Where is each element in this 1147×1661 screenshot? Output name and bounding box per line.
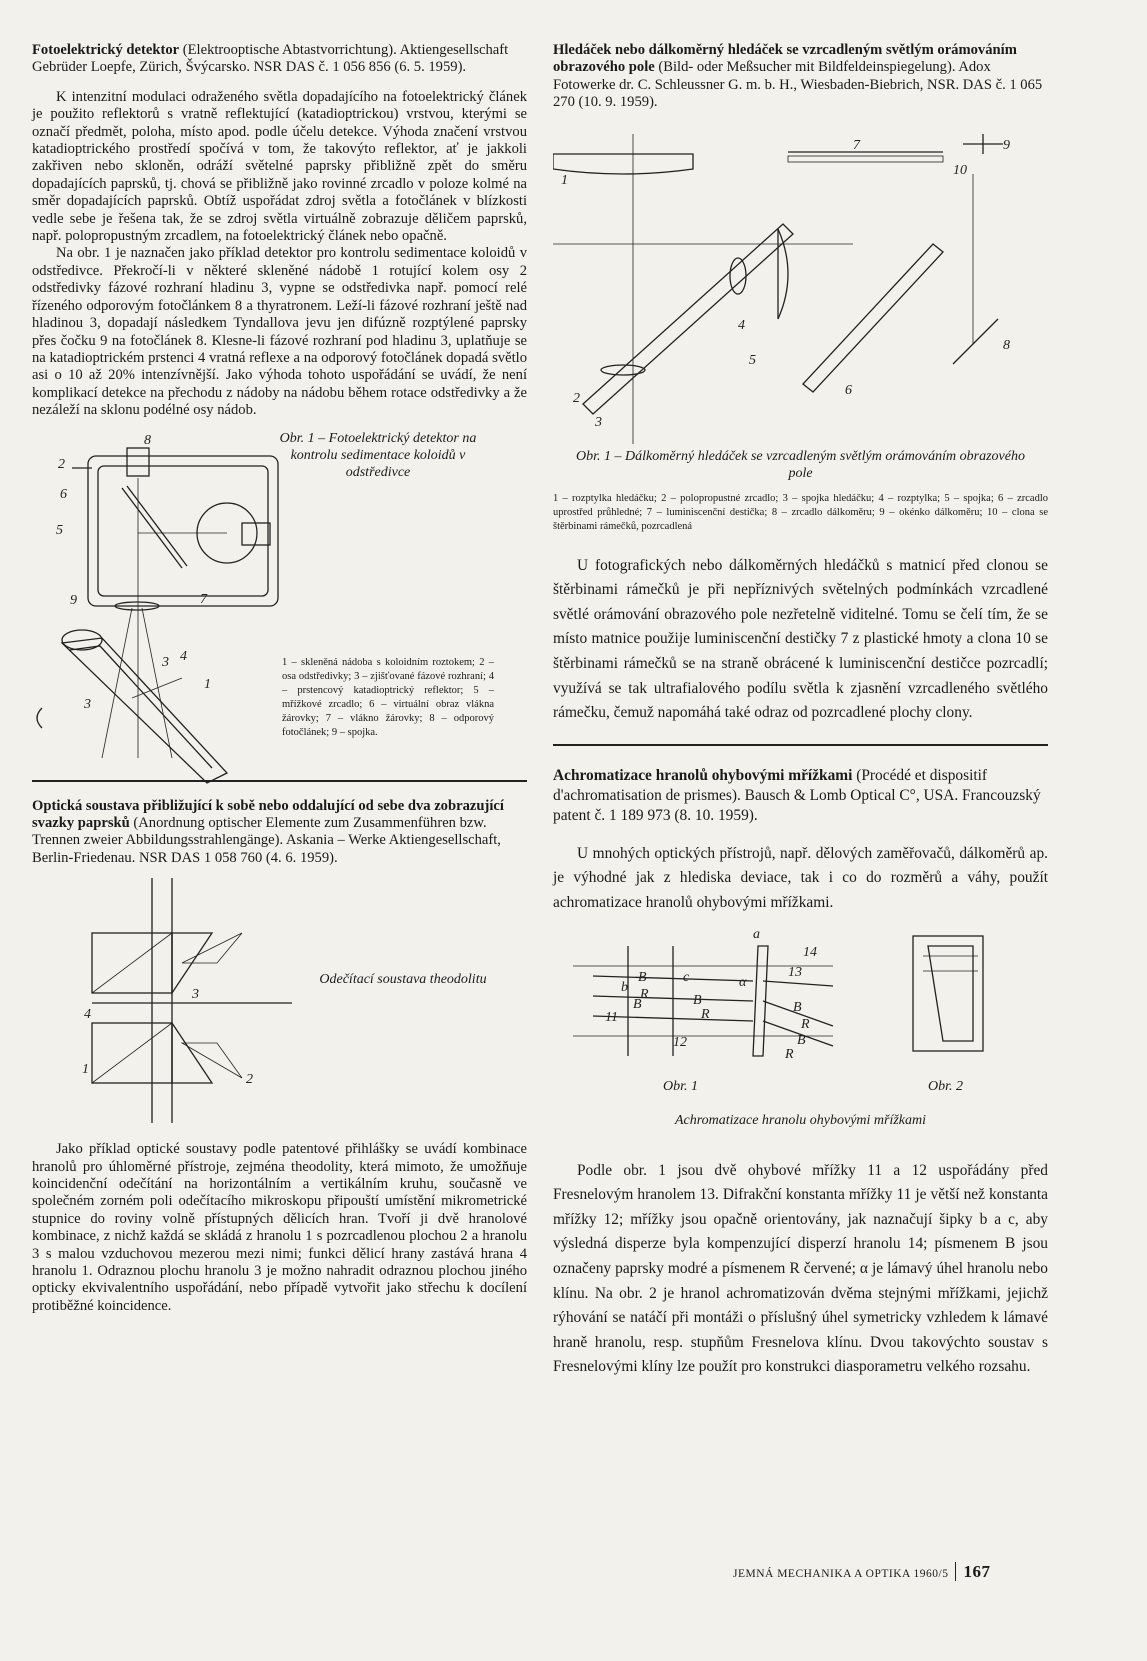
- article-1-paragraph-1: K intenzitní modulaci odraženého světla dopadajícího na fotoelektrický článek je použito reflektorů s vratně reflektující (katadioptrickou) vrstvou, kterými se označí předmět, poloha, místo apod. podle účelu detekce. Výhoda značení vrstvou katadioptrického prostředí spočívá v tom, že takovýto reflektor, ať je jakkoli zakřiven nebo skloněn, odráží světelné paprsky přibližně zpět do směru dopadajících paprsků, tj. chová se přibližně jako rovinné zrcadlo v poloze kolmé na směr dopadajících paprsků. Obtíž uspořádat zdroj světla a fotočlánek v blízkosti vedle sebe je řešena tak, že se zdroj světla virtuálně zobrazuje děličem paprsků, např. polopropustným zrcadlem, na fotoelektrický článek nebo opačně.: [32, 88, 527, 245]
- svg-text:6: 6: [60, 486, 67, 502]
- article-2-title: Optická soustava přibližující k sobě nebo oddalující od sebe dva zobrazující svazky paprsků: [32, 797, 504, 831]
- svg-text:R: R: [640, 986, 649, 1002]
- svg-text:10: 10: [953, 162, 967, 178]
- svg-text:3: 3: [595, 414, 602, 430]
- svg-text:14: 14: [803, 944, 817, 960]
- figure-4-achromatization: [553, 926, 1048, 1126]
- svg-text:4: 4: [180, 648, 187, 664]
- section-divider-right: [553, 744, 1048, 746]
- article-3-title: Hledáček nebo dálkoměrný hledáček se vzrcadleným světlým orámováním obrazového pole: [553, 42, 1017, 76]
- svg-text:11: 11: [605, 1009, 618, 1025]
- svg-text:B: B: [638, 969, 647, 985]
- article-1-source: (Elektrooptische Abtastvorrichtung). Aktiengesellschaft Gebrüder Loepfe, Zürich, Švýcarsko. NSR DAS č. 1 056 856 (6. 5. 1959).: [32, 42, 509, 76]
- svg-text:3: 3: [192, 987, 199, 1003]
- svg-text:B: B: [693, 992, 702, 1008]
- svg-text:4: 4: [84, 1007, 91, 1023]
- left-column: [32, 42, 527, 1315]
- svg-text:1: 1: [561, 172, 568, 188]
- svg-text:3: 3: [162, 654, 169, 670]
- figure-3-drawing: [553, 134, 1048, 444]
- svg-text:9: 9: [1003, 137, 1010, 153]
- svg-text:3: 3: [84, 696, 91, 712]
- svg-text:8: 8: [1003, 337, 1010, 353]
- svg-text:8: 8: [144, 432, 151, 448]
- svg-text:9: 9: [70, 592, 77, 608]
- page-number: 167: [955, 1562, 991, 1581]
- article-2-paragraph-1: Jako příklad optické soustavy podle patentové přihlášky se uvádí kombinace hranolů pro úhloměrné přístroje, zejména theodolity, která mimoto, že umožňuje koincidenční odečítání na horizontálním a vertikálním kruhu, současně ve společném zorném poli odečítacího mikroskopu připouští umístění mikrometrické stupnice do roviny volně přístupných dělicích hran. Tvoří ji dvě hranolové kombinace, z nichž každá se skládá z hranolu 1 s pozrcadlenou plochou 2 a hranolu 3 s malou vzduchovou mezerou mezi nimi; funkci dělicí hrany zastává hrana 4 hranolu 1. Odraznou plochu hranolu 3 je možno nahradit odraznou plochou jiného opticky ekvivalentního uspořádání, nebo případě vytvořit jako střechu k docílení protiběžné koincidence.: [32, 1141, 527, 1314]
- svg-text:5: 5: [56, 522, 63, 538]
- svg-text:6: 6: [845, 382, 852, 398]
- article-4-paragraph-1: U mnohých optických přístrojů, např. dělových zaměřovačů, dálkoměrů ap. je výhodné jak z hlediska deviace, tak i co do rozměrů a váhy, použít achromatizace hranolů ohybovými mřížkami.: [553, 844, 1048, 911]
- svg-text:1: 1: [82, 1062, 89, 1078]
- figure-1-caption: Obr. 1 – Fotoelektrický detektor na kontrolu sedimentace koloidů v odstředivce: [279, 430, 477, 480]
- figure-2-drawing: [32, 873, 527, 1123]
- page-footer: [733, 1562, 991, 1582]
- svg-text:b: b: [621, 979, 628, 995]
- article-4-title: Achromatizace hranolů ohybovými mřížkami: [553, 766, 853, 784]
- figure-1-legend: 1 – skleněná nádoba s koloidním roztokem; 2 – osa odstředivky; 3 – zjišťované fázové rozhraní; 4 – prstencový katadioptrický reflektor; 5 – mřížkové zrcadlo; 6 – virtuální obraz vlákna žárovky; 7 – vlákno žárovky; 8 – odporový fotočlánek; 9 – spojka.: [282, 656, 494, 738]
- svg-text:B: B: [793, 999, 802, 1015]
- article-1-paragraph-2: Na obr. 1 je naznačen jako příklad detektor pro kontrolu sedimentace koloidů v odstředivce. Překročí-li v některé skleněné nádobě 1 rotující kolem osy 2 odstředivky fázové rozhraní hladinu 3, vypne se odstředivka např. pomocí relé řízeného odporovým fotočlánkem 8 a thyratronem. Leží-li fázové rozhraní ještě nad hladinou 3, dopadají následkem Tyndallova jevu jen difúzně rozptýlené paprsky přes čočku 9 na fotočlánek 8. Klesne-li fázové rozhraní pod hladinu 3, uplatňuje se na katadioptrickém prstenci 4 vratná reflexe a na odporový fotočlánek dopadá světlo asi o 10 až 20% intenzívnější. Jako výhoda tohoto uspořádání se uvádí, že není komplikací detekce na přechodu z nádoby na nádobu během rotace odstředivky a že nezáleží na sklonu podélné osy nádob.: [32, 245, 527, 419]
- svg-text:5: 5: [749, 352, 756, 368]
- svg-text:13: 13: [788, 964, 802, 980]
- figure-1-centrifuge: [32, 428, 527, 788]
- svg-text:4: 4: [738, 317, 745, 333]
- article-3-source: (Bild- oder Meßsucher mit Bildfeldeinspiegelung). Adox Fotowerke dr. C. Schleussner G. m. b. H., Wiesbaden-Biebrich, NSR. DAS č. 1 065 270 (10. 9. 1959).: [553, 59, 1043, 111]
- figure-4-drawing: [553, 926, 1048, 1126]
- svg-text:2: 2: [246, 1072, 253, 1088]
- article-4-paragraph-2: Podle obr. 1 jsou dvě ohybové mřížky 11 a 12 uspořádány před Fresnelovým hranolem 13. Difrakční konstanta mřížky 11 je větší než konstanta mřížky 12; mřížky jsou opačně orientovány, jak naznačují šipky b a c, aby výsledná disperze byla kompenzující disperzí hranolu 14; písmenem B jsou označeny paprsky modré a písmenem R červené; α je lámavý úhel hranolu nebo klínu. Na obr. 2 je hranol achromatizován dvěma stejnými mřížkami, jejichž rýhování se natáčí při montáži o příslušný úhel symetricky vzhledem k lámavé hraně hranolu, resp. stupňům Fresnelova klínu. Dvou takovýchto soustav s Fresnelovými klíny lze použít pro konstrukci diasporametru velkého rozsahu.: [553, 1161, 1048, 1376]
- svg-text:c: c: [683, 969, 690, 985]
- svg-text:R: R: [801, 1016, 810, 1032]
- figure-4-sub2: Obr. 2: [928, 1078, 964, 1094]
- journal-name: JEMNÁ MECHANIKA A OPTIKA 1960/5: [733, 1568, 949, 1580]
- article-1-heading: [32, 42, 527, 77]
- article-3-paragraph-1: U fotografických nebo dálkoměrných hledáčků s matnicí před clonou se štěrbinami rámečků je při nepříznivých světelných podmínkách vzrcadlené světlé orámování obrazového pole nezřetelně viditelné. Tomu se čelí tím, že se místo matnice použije luminiscenční destičky 7 z plastické hmoty a clona 10 se štěrbinami rámečků se na straně obrácené k luminiscenční destičce pozrcadlí; využívá se tak ultrafialového podílu světla k zjasnění vzrcadleného světlého rámečku, čemuž napomáhá také odraz od pozrcadlené plochy clony.: [553, 556, 1048, 722]
- svg-text:2: 2: [573, 390, 580, 406]
- svg-text:a: a: [753, 926, 760, 942]
- figure-4-sub1: Obr. 1: [663, 1078, 699, 1094]
- svg-text:2: 2: [58, 456, 65, 472]
- article-1-title: Fotoelektrický detektor: [32, 42, 180, 58]
- figure-3-legend: 1 – rozptylka hledáčku; 2 – polopropustné zrcadlo; 3 – spojka hledáčku; 4 – rozptylka; 5 – spojka; 6 – zrcadlo uprostřed průhledné; 7 – luminiscenční destička; 8 – zrcadlo dálkoměru; 9 – okénko dálkoměru; 10 – clona se štěrbinami rámečků, pozrcadlená: [553, 492, 1048, 532]
- svg-text:1: 1: [204, 676, 211, 692]
- svg-text:7: 7: [200, 591, 207, 607]
- svg-text:12: 12: [673, 1034, 687, 1050]
- article-2-source: (Anordnung optischer Elemente zum Zusammenführen bzw. Trennen zweier Abbildungsstrahlengänge). Askania – Werke Aktiengesellschaft, Berlin-Friedenau. NSR DAS 1 058 760 (4. 6. 1959).: [32, 814, 501, 866]
- svg-text:7: 7: [853, 137, 860, 153]
- figure-3-caption: Obr. 1 – Dálkoměrný hledáček se vzrcadleným světlým orámováním obrazového pole: [576, 448, 1025, 481]
- svg-text:B: B: [797, 1032, 806, 1048]
- svg-text:α: α: [739, 974, 747, 990]
- svg-text:R: R: [701, 1006, 710, 1022]
- article-2-heading: [32, 798, 527, 868]
- article-4-heading: [553, 766, 1048, 826]
- figure-2-caption: Odečítací soustava theodolitu: [319, 972, 487, 988]
- right-column: [553, 42, 1048, 1380]
- figure-4-caption: Achromatizace hranolu ohybovými mřížkami: [674, 1112, 927, 1128]
- article-4-source: (Procédé et dispositif d'achromatisation de prismes). Bausch & Lomb Optical C°, USA. Francouzský patent č. 1 189 973 (8. 10. 1959).: [553, 766, 1041, 824]
- article-3-heading: [553, 42, 1048, 112]
- figure-3-rangefinder: [553, 134, 1048, 444]
- svg-text:R: R: [785, 1046, 794, 1062]
- svg-text:B: B: [633, 996, 642, 1012]
- figure-2-prisms: [32, 873, 527, 1123]
